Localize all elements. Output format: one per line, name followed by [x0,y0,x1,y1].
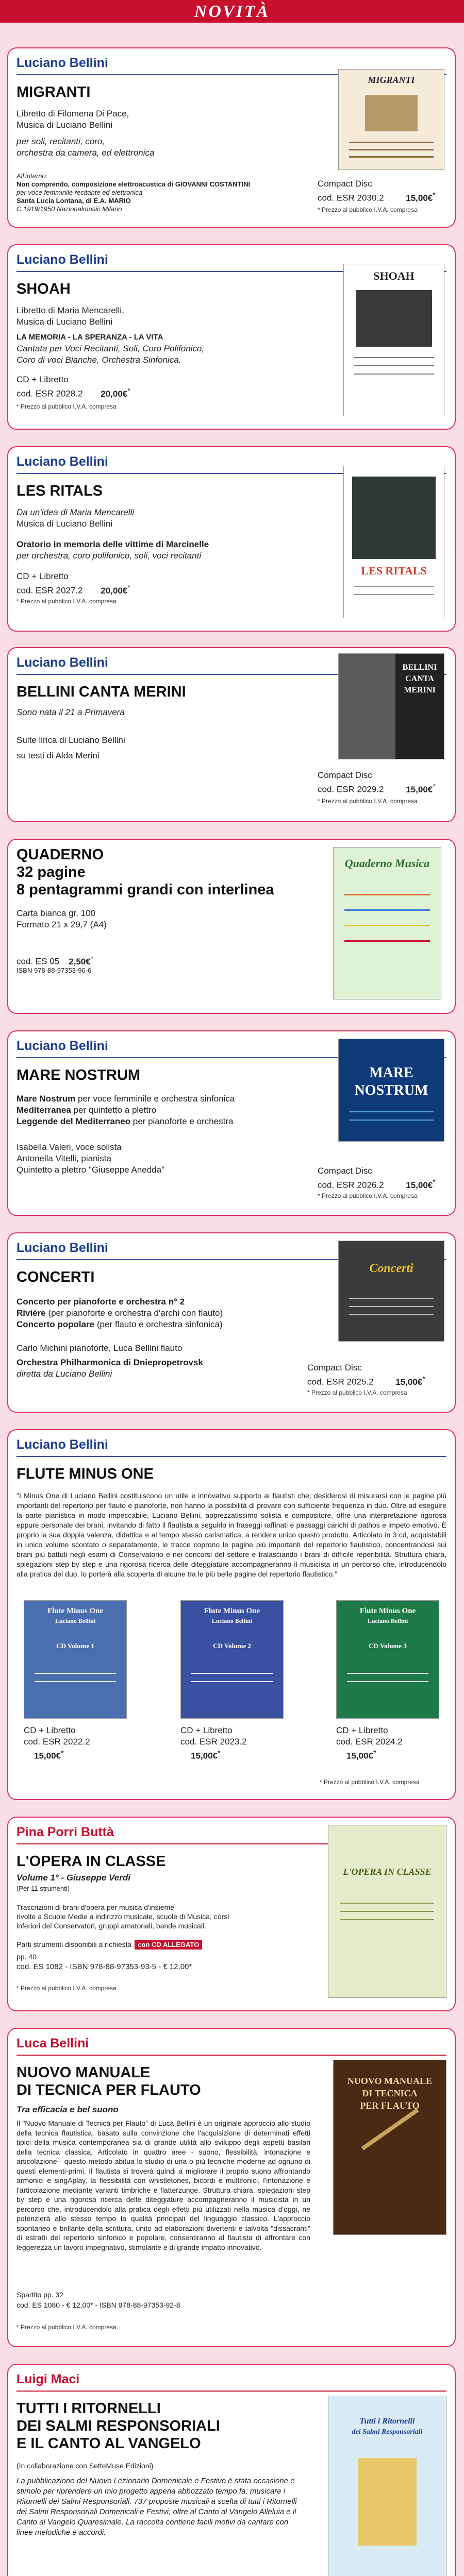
note: All'interno: [16,172,48,180]
description: La pubblicazione del Nuovo Lezionario Domenicale e Festivo è stata occasione e stimolo per riprendere un mio progetto appena abbozzato tempo fa: musicare i Ritornelli dei Salmi Responsoriali. 737 proposte musicali a scelta di tutti i Ritornelli dei Salmi Responsoriali Domenicali e Festivi, oltre al Canto al Vangelo Alleluia e il Canto al Vangelo Quaresimale. La raccolta contiene facili motivi da cantare con linee melodiche e accordi. [16,2477,297,2537]
idea: Da un'idea di Maria Mencarelli [16,507,135,517]
description: Suite lirica di Luciano Bellini [16,735,125,745]
product-card-flute-minus-one [7,1429,456,1800]
track [16,1308,223,1319]
author: Luciano Bellini [16,1241,108,1255]
product-title: NUOVO MANUALE [16,2064,151,2081]
author: Luciano Bellini [16,1039,108,1053]
product-code: cod. ESR 2028.2 [16,388,83,399]
price-note: * Prezzo al pubblico I.V.A. compresa [16,1985,117,1992]
catalog-sheet [0,23,464,2576]
cover-title: Quaderno Musica [344,857,430,870]
track [16,1319,223,1330]
composer: Musica di Luciano Bellini [16,519,113,529]
cover-author: Luciano Bellini [55,1617,96,1624]
track [16,1116,233,1127]
track-scoring: per voce femminile e orchestra sinfonica [78,1094,235,1104]
price-block: CD + Libretto cod. ESR 2027.2 20,00€* [16,571,171,597]
cd-cover-image [338,1241,444,1342]
product-title: BELLINI CANTA MERINI [16,684,186,700]
cover-title: BELLINI [402,663,437,672]
product-title: FLUTE MINUS ONE [16,1466,154,1482]
cover-author: Luciano Bellini [367,1617,408,1624]
price-block: CD + Libretto cod. ESR 2024.2 15,00€* [336,1725,450,1762]
subtitle: Oratorio in memoria delle vittime di Marcinelle [16,539,209,549]
product-title: MARE NOSTRUM [16,1067,141,1083]
pages: Spartito pp. 32 [16,2291,64,2299]
track-title: Concerto per pianoforte e orchestra n° 2 [16,1297,185,1307]
price-note: * Prezzo al pubblico I.V.A. compresa [318,206,418,213]
product-title: 32 pagine [16,864,86,880]
cover-title: MERINI [404,686,436,694]
author: Luca Bellini [16,2036,89,2050]
product-code: cod. ESR 2026.2 [318,1180,384,1190]
cover-title: L'OPERA IN CLASSE [343,1867,432,1877]
collaboration: (In collaborazione con SetteMuse Edizioni) [16,2462,154,2470]
cover-title: Concerti [369,1262,413,1275]
track-scoring: (per pianoforte e orchestra d'archi con flauto) [48,1308,223,1318]
product-card-ritornelli [7,2364,456,2576]
price: 20,00€ [101,585,128,596]
page-title: NOVITÀ [194,2,270,21]
description: inferiori dei Conservatori, gruppi amatoriali, bande musicali. [16,1922,207,1930]
isbn: ISBN 978-88-97353-96-6 [16,967,92,974]
price-block: CD + Libretto cod. ESR 2022.2 15,00€* [24,1725,158,1762]
product-title: QUADERNO [16,846,104,863]
book-cover-image [343,264,444,416]
product-card-shoah [7,244,456,430]
description: "I Minus One di Luciano Bellini costituiscono un utile e innovativo supporto ai flautisti che, desiderosi di misurarsi con le pagine più importanti del repertorio per flauto e pianoforte, non hanno la possibilità di provare con sufficiente frequenza in duo. Oltre ad eseguire la parte pianistica in modo impeccabile, Luciano Bellini, apprezzatissimo solista e compositore, offre una interpretazione rigorosa eppure personale dei brani, invitando di fatto il flautista a seguirlo in fraseggi raffinati e passaggi carichi di pathos e impeto emotivo. È proprio la sua doppia valenza, didattica e al tempo stesso carismatica, a rendere unico questo prodotto. Articolato in 3 cd, acquistabili in unico volume scontato o separatamente, le tracce coprono le pagine più importanti del repertorio flautistico, concentrandosi sui brani più battuti negli esami di Conservatorio e nei concorsi del settore e tralasciando i brani di difficile reperibilità. Struttura chiara, spiegazioni step by step e una rigorosa ricerca delle diteggiature accompagneranno il musicista in un percorso che, introducendolo alla pratica del duo, lo porterà alla scoperta di alcune tra le più belle pagine del repertorio flautistico." [16,1492,446,1578]
cover-title: PER FLAUTO [360,2100,420,2111]
price-note: * Prezzo al pubblico I.V.A. compresa [318,1192,418,1199]
cover-title: SHOAH [373,269,415,282]
book-cover-image [328,1825,446,1998]
cover-title: DI TECNICA [362,2088,418,2098]
performer: Isabella Valeri, voce solista [16,1142,122,1152]
product-title: CONCERTI [16,1269,95,1285]
cover-title: Tutti i Ritornelli [359,2417,415,2426]
orchestra: Orchestra Philharmonica di Dniepropetrovsk [16,1358,203,1367]
scoring-2: orchestra da camera, ed elettronica [16,148,155,158]
performer: Antonella Vitelli, pianista [16,1154,111,1163]
cd-cover-image [180,1600,284,1719]
price: 15,00€ [406,784,433,794]
format: Compact Disc [307,1363,362,1372]
product-code: cod. ESR 2023.2 [180,1737,247,1747]
cover-title: Flute Minus One [204,1607,260,1615]
author: Luciano Bellini [16,252,108,267]
format: CD + Libretto [180,1725,233,1735]
instruments: (Per 11 strumenti) [16,1885,70,1892]
price-block: Compact Disc cod. ESR 2029.2 15,00€* [318,770,446,795]
track-scoring: per quintetto a plettro [73,1105,157,1115]
cover-title: NUOVO MANUALE [347,2076,433,2086]
track-title: Rivière [16,1308,46,1318]
track-scoring: (per flauto e orchestra sinfonica) [96,1319,223,1329]
cover-title: MARE [369,1065,413,1081]
price-note: * Prezzo al pubblico I.V.A. compresa [16,2324,117,2331]
composer: Musica di Luciano Bellini [16,317,113,327]
cover-volume: CD Volume 3 [369,1642,407,1650]
author: Luciano Bellini [16,655,108,670]
pages: pp. 40 [16,1953,37,1961]
author: Luciano Bellini [16,1437,108,1452]
product-title: DEI SALMI RESPONSORIALI [16,2418,220,2434]
cover-title: Flute Minus One [47,1607,104,1615]
format: CD + Libretto [24,1725,76,1735]
track-title: Leggende del Mediterraneo [16,1116,131,1126]
price-note: * Prezzo al pubblico I.V.A. compresa [318,798,418,805]
description: Il "Nuovo Manuale di Tecnica per Flauto" di Luca Bellini è un originale approccio allo studio della tecnica flautistica, basato sulla convinzione che l'acquisizione di determinati effetti tipici della musica contemporanea sia di grande utilità allo sviluppo degli aspetti basilari della tecnica classica. Articolato in quattro aree - suono, flessibilità, intonazione e articolazione - questo metodo abitua lo studio di una o più tecniche moderne ad ognuno di questi elementi-primi. Il flautista si troverà quindi a migliorare il proprio suono affrontando armonici e singAplay, la flessibilità con whistletones, bicordi e multifonici, l'intonazione e l'articolazione mediante varianti timbriche e flatterzunge. Struttura chiara, spiegazioni step by step e una rigorosa ricerca delle diteggiature accompagneranno il musicista in un percorso che, introducendolo alla pratica degli effetti più utilizzati nella musica d'oggi, ne potenzierà allo stesso tempo la qualità principali del linguaggio classico. L'approccio spontaneo e brillante della scrittura, unito ad elaborazioni divertenti e talvolta "dissacranti" di estratti del repertorio sinfonico e popolare, consentiranno al flautista di affrontare con leggerezza un lavoro impegnativo, stimolante e di grande impatto innovativo. [16,2119,310,2251]
product-card-les-ritals [7,446,456,632]
format: Compact Disc [318,770,372,780]
divider [16,2055,446,2056]
product-code: cod. ESR 2029.2 [318,784,384,794]
product-title: TUTTI I RITORNELLI [16,2400,161,2417]
paper: Carta bianca gr. 100 [16,908,96,918]
cover-title: NOSTRUM [354,1082,428,1098]
price: 15,00€ [406,1180,433,1190]
track [16,1296,185,1308]
track-title: Mare Nostrum [16,1094,76,1104]
format: CD + Libretto [16,375,69,384]
product-title: 8 pentagrammi grandi con interlinea [16,882,274,898]
product-title: LES RITALS [16,483,103,499]
product-code: cod. ESR 2027.2 [16,585,83,596]
scoring: per soli, recitanti, coro, [16,137,105,146]
price: 15,00€ [346,1751,373,1761]
price-note: * Prezzo al pubblico I.V.A. compresa [16,598,117,605]
subtitle: LA MEMORIA - LA SPERANZA - LA VITA [16,333,163,342]
scoring-2: Coro di voci Bianche, Orchestra Sinfonica. [16,355,181,365]
format: CD + Libretto [16,571,69,581]
subtitle: Tra efficacia e bel suono [16,2105,119,2114]
notebook-cover-image [333,847,441,999]
product-code: cod. ESR 2025.2 [307,1377,374,1387]
composer: Musica di Luciano Bellini [16,120,113,130]
price-block: CD + Libretto cod. ESR 2028.2 20,00€* [16,374,171,400]
product-card-mare-nostrum [7,1030,456,1216]
track-scoring: per pianoforte e orchestra [132,1116,234,1126]
note: per voce femminile recitante ed elettronica [16,189,143,196]
description: Trascrizioni di brani d'opera per musica d'insieme [16,1903,174,1911]
page-header [0,0,464,23]
product-card-quaderno [7,839,456,1014]
scoring: Cantata per Voci Recitanti, Soli, Coro Polifonico, [16,344,205,353]
librettist: Libretto di Filomena Di Pace, [16,109,129,118]
note: Santa Lucia Lontana, di E.A. MARIO [16,197,131,205]
price: 15,00€ [191,1751,218,1761]
product-card-canta-merini [7,647,456,822]
cd-cover-image [336,1600,439,1719]
track [16,1105,156,1116]
cover-volume: CD Volume 2 [213,1642,251,1650]
product-title: SHOAH [16,281,71,297]
product-code: cod. ES 1080 - € 12,00* - ISBN 978-88-97353-92-8 [16,2301,180,2309]
track-title: Mediterranea [16,1105,71,1115]
price: 20,00€ [101,388,128,399]
performer: Quintetto a plettro "Giuseppe Anedda" [16,1165,165,1175]
scoring: per orchestra, coro polifonico, soli, voci recitanti [16,551,202,561]
cd-cover-image [24,1600,127,1719]
cd-cover-image [338,69,444,170]
cd-cover-image [338,653,444,759]
track-title: Concerto popolare [16,1319,95,1329]
cover-volume: CD Volume 1 [56,1642,94,1650]
price: 2,50€ [69,956,91,967]
divider [16,1456,446,1457]
format: CD + Libretto [336,1725,388,1735]
format: Compact Disc [318,1166,372,1176]
subtitle: Sono nata il 21 a Primavera [16,707,125,717]
product-code: cod. ES 05 [16,956,60,967]
cover-title: MIGRANTI [368,75,415,85]
note: C.1919/1950 Nazionalmusic Milano [16,205,122,213]
author: Pina Porri Buttà [16,1825,114,1839]
product-card-nuovo-manuale [7,2028,456,2347]
price-block: Compact Disc cod. ESR 2030.2 15,00€* [318,178,446,204]
price-block: Compact Disc cod. ESR 2026.2 15,00€* [318,1165,446,1191]
format: Compact Disc [318,179,372,189]
product-title: DI TECNICA PER FLAUTO [16,2082,201,2098]
product-card-migranti [7,47,456,228]
description-2: su testi di Alda Merini [16,751,100,760]
cover-author: Luciano Bellini [211,1617,253,1624]
librettist: Libretto di Maria Mencarelli, [16,306,124,315]
author: Luciano Bellini [16,56,108,70]
book-cover-image [343,466,444,618]
cover-title: dei Salmi Responsoriali [352,2428,423,2436]
product-title: L'OPERA IN CLASSE [16,1853,166,1870]
description: rivolte a Scuole Medie a indirizzo musicale, scuole di Musica, corsi [16,1912,229,1921]
product-code: cod. ESR 2030.2 [318,193,384,203]
price-note: * Prezzo al pubblico I.V.A. compresa [307,1389,407,1396]
product-code-line: cod. ES 05 2,50€* [16,955,94,967]
track [16,1093,235,1105]
price: 15,00€ [395,1377,423,1387]
product-card-concerti [7,1232,456,1413]
product-code: cod. ESR 2022.2 [24,1737,90,1747]
cover-title: CANTA [405,674,434,683]
price-block: Compact Disc cod. ESR 2025.2 15,00€* [307,1362,446,1388]
cover-title: LES RITALS [361,564,427,577]
book-cover-image [333,2060,446,2235]
cover-title: Flute Minus One [359,1607,416,1615]
product-title: MIGRANTI [16,84,91,100]
book-cover-image [328,2396,446,2576]
conductor: diretta da Luciano Bellini [16,1369,112,1379]
parts-note: Parti strumenti disponibili a richiesta [16,1940,132,1948]
price-note: * Prezzo al pubblico I.V.A. compresa [16,403,117,410]
price-block: CD + Libretto cod. ESR 2023.2 15,00€* [180,1725,314,1762]
price: 15,00€ [34,1751,61,1761]
price-note: * Prezzo al pubblico I.V.A. compresa [320,1778,420,1786]
product-code: cod. ESR 2024.2 [336,1737,403,1747]
author: Luigi Maci [16,2372,80,2386]
note: Non comprendo, composizione elettroacustica di GIOVANNI COSTANTINI [16,180,251,188]
product-title: E IL CANTO AL VANGELO [16,2435,201,2452]
divider [16,2391,446,2392]
parts-line [16,1940,202,1950]
price: 15,00€ [406,193,433,203]
volume: Volume 1° - Giuseppe Verdi [16,1873,130,1883]
size: Formato 21 x 29,7 (A4) [16,920,107,929]
product-code: cod. ES 1082 - ISBN 978-88-97353-93-5 - € 12,00* [16,1962,192,1971]
cd-cover-image [338,1039,444,1142]
performer: Carlo Michini pianoforte, Luca Bellini flauto [16,1343,183,1353]
author: Luciano Bellini [16,454,108,469]
cd-badge: con CD ALLEGATO [135,1940,202,1950]
product-card-opera-in-classe [7,1817,456,2011]
